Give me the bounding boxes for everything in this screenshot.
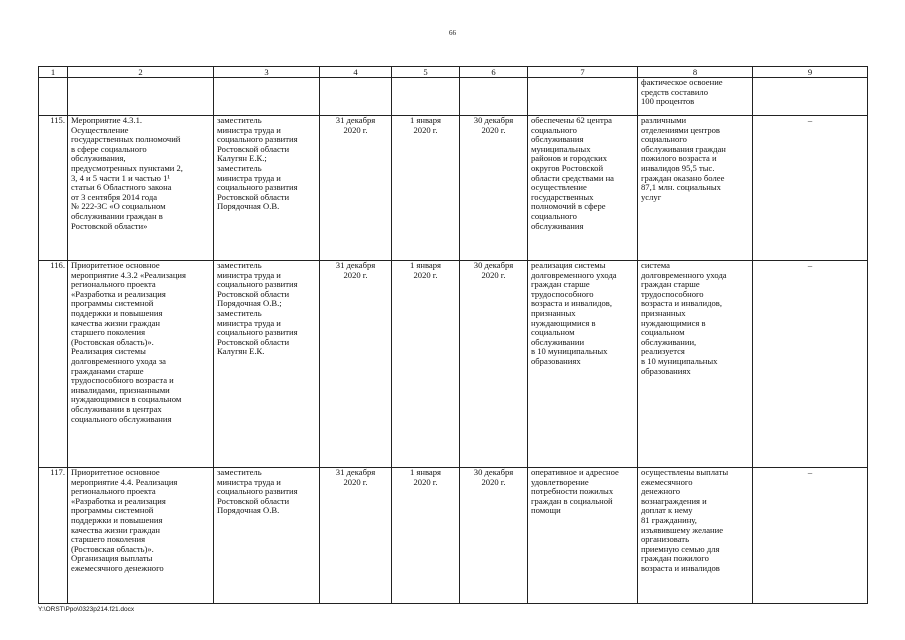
column-number: 4: [320, 67, 392, 78]
column-number: 8: [638, 67, 753, 78]
file-path-footer: Y:\ORST\Ppo\0323p214.f21.docx: [38, 606, 135, 613]
responsible-cell: заместитель министра труда и социального развития Ростовской области Калугян Е.К.; заместитель министра труда и социального развития Ростовской области Порядочная О.В.: [214, 116, 320, 261]
note-cell: –: [753, 468, 868, 604]
row-number: 117.: [39, 468, 68, 604]
date-cell: 30 декабря 2020 г.: [460, 116, 528, 261]
carry-over-actual: фактическое освоение средств составило 100 процентов: [638, 78, 753, 116]
column-number: 6: [460, 67, 528, 78]
date-cell: 31 декабря 2020 г.: [320, 116, 392, 261]
date-cell: 1 января 2020 г.: [392, 468, 460, 604]
date-cell: 30 декабря 2020 г.: [460, 468, 528, 604]
report-table: [38, 66, 868, 604]
activity-cell: Приоритетное основное мероприятие 4.3.2 «Реализация регионального проекта «Разработка и реализация программы системной поддержки и повышения качества жизни граждан старшего поколения (Ростовская область)». Реализация системы долговременного ухода за гражданами старше трудоспособного возраста и инвалидами, признанными нуждающимися в социальном обслуживании в центрах социального обслуживания: [68, 261, 214, 468]
note-cell: –: [753, 261, 868, 468]
column-number-row: [39, 67, 868, 78]
date-cell: 31 декабря 2020 г.: [320, 261, 392, 468]
actual-result-cell: различными отделениями центров социального обслуживания граждан пожилого возраста и инвалидов 95,5 тыс. граждан оказано более 87,1 млн. социальных услуг: [638, 116, 753, 261]
row-number: 115.: [39, 116, 68, 261]
row-number: 116.: [39, 261, 68, 468]
column-number: 9: [753, 67, 868, 78]
table-row: [39, 468, 868, 604]
activity-cell: Мероприятие 4.3.1. Осуществление государственных полномочий в сфере социального обслуживания, предусмотренных пунктами 2, 3, 4 и 5 части 1 и частью 1¹ статьи 6 Областного закона от 3 сентября 2014 года № 222-ЗС «О социальном обслуживании граждан в Ростовской области»: [68, 116, 214, 261]
actual-result-cell: осуществлены выплаты ежемесячного денежного вознаграждения и доплат к нему 81 гражданину, изъявившему желание организовать приемную семью для граждан пожилого возраста и инвалидов: [638, 468, 753, 604]
column-number: 1: [39, 67, 68, 78]
carry-over-row: [39, 78, 868, 116]
expected-result-cell: реализация системы долговременного ухода граждан старше трудоспособного возраста и инвалидов, признанных нуждающимися в социальном обслуживании в 10 муниципальных образованиях: [528, 261, 638, 468]
column-number: 3: [214, 67, 320, 78]
note-cell: –: [753, 116, 868, 261]
date-cell: 31 декабря 2020 г.: [320, 468, 392, 604]
column-number: 7: [528, 67, 638, 78]
expected-result-cell: оперативное и адресное удовлетворение потребности пожилых граждан в социальной помощи: [528, 468, 638, 604]
column-number: 5: [392, 67, 460, 78]
date-cell: 1 января 2020 г.: [392, 261, 460, 468]
actual-result-cell: система долговременного ухода граждан старше трудоспособного возраста и инвалидов, признанных нуждающимися в социальном обслуживании, реализуется в 10 муниципальных образованиях: [638, 261, 753, 468]
date-cell: 30 декабря 2020 г.: [460, 261, 528, 468]
table-row: [39, 116, 868, 261]
activity-cell: Приоритетное основное мероприятие 4.4. Реализация регионального проекта «Разработка и реализация программы системной поддержки и повышения качества жизни граждан старшего поколения (Ростовская область)». Организация выплаты ежемесячного денежного: [68, 468, 214, 604]
expected-result-cell: обеспечены 62 центра социального обслуживания муниципальных районов и городских округов Ростовской области средствами на осуществление государственных полномочий в сфере социального обслуживания: [528, 116, 638, 261]
responsible-cell: заместитель министра труда и социального развития Ростовской области Порядочная О.В.; заместитель министра труда и социального развития Ростовской области Калугян Е.К.: [214, 261, 320, 468]
page-number: 66: [449, 29, 456, 37]
date-cell: 1 января 2020 г.: [392, 116, 460, 261]
table-row: [39, 261, 868, 468]
column-number: 2: [68, 67, 214, 78]
responsible-cell: заместитель министра труда и социального развития Ростовской области Порядочная О.В.: [214, 468, 320, 604]
